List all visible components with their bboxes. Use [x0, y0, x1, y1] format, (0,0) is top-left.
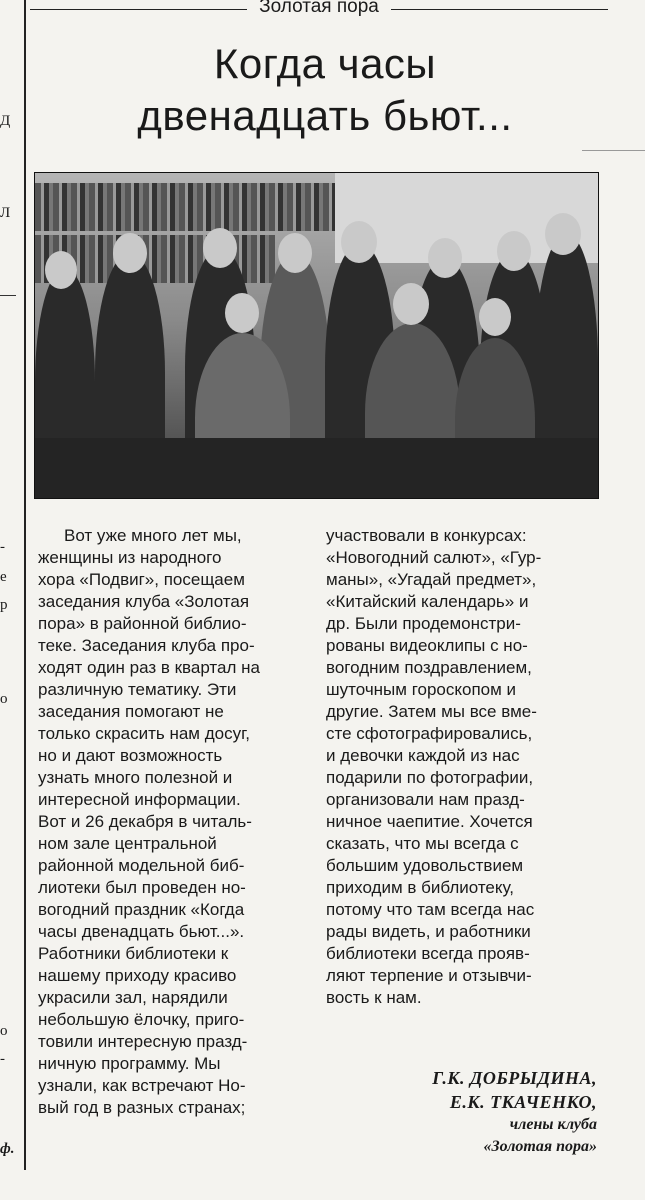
text-line: рады видеть, и работники — [326, 922, 531, 941]
text-line: другие. Затем мы все вме- — [326, 702, 537, 721]
left-margin-dash — [0, 295, 16, 296]
headline-line-2: двенадцать бьют... — [137, 92, 513, 139]
text-line: и девочки каждой из нас — [326, 746, 520, 765]
text-line: пора» в районной библио- — [38, 614, 247, 633]
text-line: заседания помогают не — [38, 702, 224, 721]
author-role: члены клуба — [509, 1116, 597, 1133]
text-line: ляют терпение и отзывчи- — [326, 966, 532, 985]
text-line: организовали нам празд- — [326, 790, 525, 809]
left-fragment: Л — [0, 205, 11, 221]
text-line: заседания клуба «Золотая — [38, 592, 250, 611]
text-line: сте сфотографировались, — [326, 724, 533, 743]
text-line: вогодний праздник «Когда — [38, 900, 245, 919]
text-line: приходим в библиотеку, — [326, 878, 515, 897]
left-fragment: - — [0, 1051, 5, 1067]
text-line: Работники библиотеки к — [38, 944, 229, 963]
text-line: Вот уже много лет мы, — [64, 526, 242, 545]
text-line: сказать, что мы всегда с — [326, 834, 519, 853]
text-line: нашему приходу красиво — [38, 966, 237, 985]
text-line: участвовали в конкурсах: — [326, 526, 527, 545]
author-1: Г.К. ДОБРЫДИНА, — [432, 1068, 597, 1088]
left-fragment: о — [0, 1023, 8, 1039]
text-line: часы двенадцать бьют...». — [38, 922, 245, 941]
text-line: интересной информации. — [38, 790, 241, 809]
text-line: «Новогодний салют», «Гур- — [326, 548, 542, 567]
text-line: ничное чаепитие. Хочется — [326, 812, 533, 831]
text-line: ничную программу. Мы — [38, 1054, 221, 1073]
text-line: большим удовольствием — [326, 856, 524, 875]
text-line: лиотеки был проведен но- — [38, 878, 246, 897]
text-line: различную тематику. Эти — [38, 680, 237, 699]
left-fragment: Д — [0, 113, 11, 129]
article-column-left — [38, 525, 318, 1119]
text-line: ном зале центральной — [38, 834, 217, 853]
text-line: потому что там всегда нас — [326, 900, 535, 919]
text-line: только скрасить нам досуг, — [38, 724, 250, 743]
text-line: хора «Подвиг», посещаем — [38, 570, 245, 589]
article-headline — [40, 38, 610, 142]
left-column-rule — [24, 0, 26, 1170]
text-line: шуточным гороскопом и — [326, 680, 517, 699]
rubric-title: Золотая пора — [247, 0, 391, 17]
text-line: женщины из народного — [38, 548, 222, 567]
headline-line-1: Когда часы — [213, 40, 437, 87]
left-fragment: р — [0, 597, 8, 613]
text-line: но и дают возможность — [38, 746, 223, 765]
text-line: узнать много полезной и — [38, 768, 233, 787]
text-line: др. Были продемонстри- — [326, 614, 521, 633]
article-column-right — [326, 525, 596, 1009]
text-line: товили интересную празд- — [38, 1032, 248, 1051]
text-line: вый год в разных странах; — [38, 1098, 246, 1117]
right-edge-rule — [582, 150, 645, 151]
left-fragment: - — [0, 539, 5, 555]
author-2: Е.К. ТКАЧЕНКО, — [449, 1092, 597, 1112]
text-line: «Китайский календарь» и — [326, 592, 529, 611]
text-line: украсили зал, нарядили — [38, 988, 228, 1007]
text-line: ходят один раз в квартал на — [38, 658, 260, 677]
text-line: узнали, как встречают Но- — [38, 1076, 246, 1095]
text-line: районной модельной биб- — [38, 856, 245, 875]
text-line: вогодним поздравлением, — [326, 658, 532, 677]
text-line: Вот и 26 декабря в читаль- — [38, 812, 252, 831]
left-fragment: ф. — [0, 1141, 15, 1157]
text-line: библиотеки всегда прояв- — [326, 944, 530, 963]
club-name: «Золотая пора» — [483, 1138, 597, 1155]
text-line: вость к нам. — [326, 988, 422, 1007]
group-photo — [34, 172, 599, 499]
text-line: маны», «Угадай предмет», — [326, 570, 537, 589]
text-line: теке. Заседания клуба про- — [38, 636, 255, 655]
left-fragment: е — [0, 569, 7, 585]
bookshelf — [35, 183, 335, 231]
section-rubric — [30, 0, 608, 20]
text-line: рованы видеоклипы с но- — [326, 636, 528, 655]
article-signature — [432, 1066, 597, 1158]
text-line: подарили по фотографии, — [326, 768, 534, 787]
left-fragment: о — [0, 691, 8, 707]
photo-floor — [35, 438, 598, 498]
text-line: небольшую ёлочку, приго- — [38, 1010, 245, 1029]
